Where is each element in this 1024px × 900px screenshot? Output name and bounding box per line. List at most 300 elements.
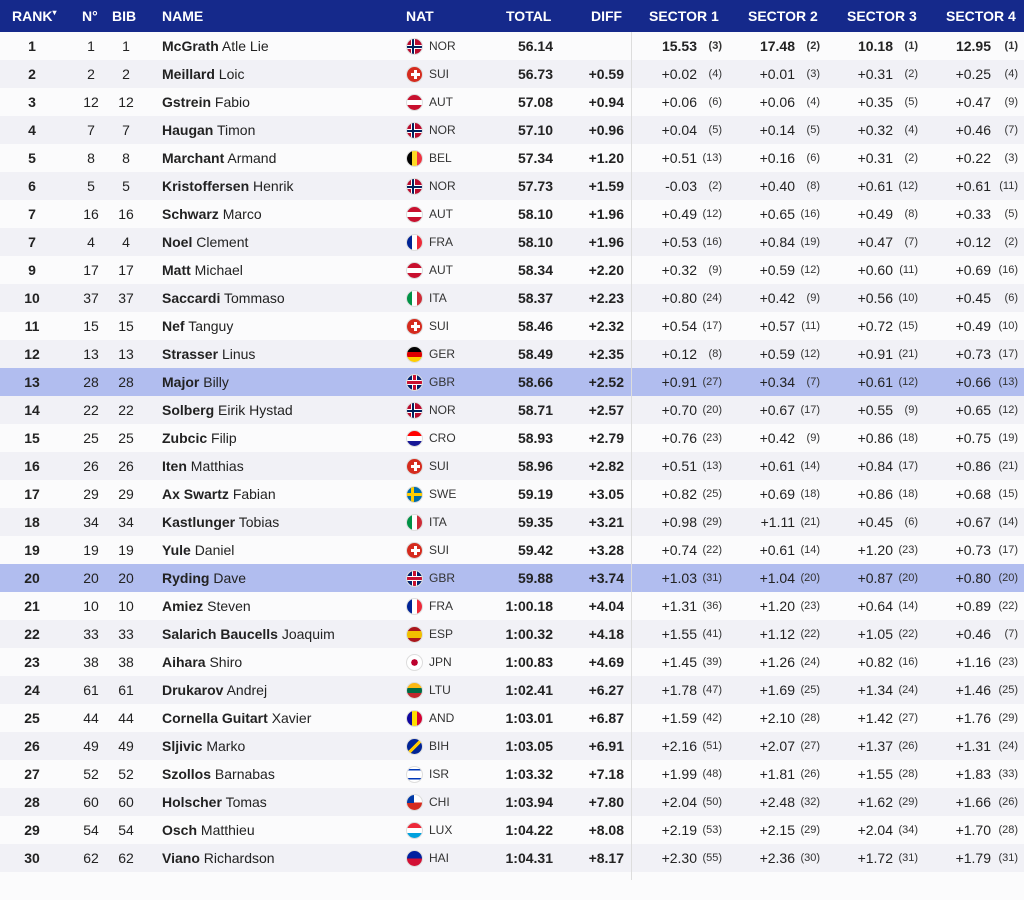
- sector3-rank: (15): [898, 320, 918, 332]
- bib: 8: [122, 150, 130, 166]
- col-sector3-header[interactable]: SECTOR 3: [847, 8, 917, 24]
- sector1-rank: (29): [702, 516, 722, 528]
- athlete-last-name: Gstrein: [162, 94, 212, 110]
- sector4-rank: (24): [998, 740, 1018, 752]
- sector1-rank: (20): [702, 404, 722, 416]
- rank: 19: [24, 542, 40, 558]
- sector4-rank: (21): [998, 460, 1018, 472]
- athlete-name[interactable]: [162, 32, 269, 60]
- sector2-time: +1.26: [759, 654, 795, 670]
- sector3-rank: (26): [898, 740, 918, 752]
- table-row[interactable]: [0, 676, 1024, 704]
- nation-code: AUT: [429, 95, 453, 109]
- sector2-time: +0.34: [759, 374, 795, 390]
- table-row[interactable]: [0, 116, 1024, 144]
- sector4-time: +0.75: [955, 430, 991, 446]
- sector3-rank: (20): [898, 572, 918, 584]
- sector2-time: +0.16: [759, 150, 795, 166]
- sector2-time: +2.36: [759, 850, 795, 866]
- sector4-time: +0.12: [955, 234, 991, 250]
- table-row[interactable]: [0, 32, 1024, 60]
- diff-time: +2.82: [588, 458, 624, 474]
- sector1-rank: (23): [702, 432, 722, 444]
- sector1-time: -0.03: [665, 178, 697, 194]
- athlete-last-name: Amiez: [162, 598, 204, 614]
- athlete-first-name: Linus: [221, 346, 256, 362]
- sector4-rank: (23): [998, 656, 1018, 668]
- sector4-rank: (17): [998, 544, 1018, 556]
- bib: 5: [122, 178, 130, 194]
- bib: 12: [118, 94, 134, 110]
- sector1-time: +0.04: [661, 122, 697, 138]
- sector4-rank: (6): [1004, 292, 1018, 304]
- sector4-rank: (20): [998, 572, 1018, 584]
- nation-code: LUX: [429, 823, 453, 837]
- sector3-time: +1.72: [857, 850, 893, 866]
- col-no-header[interactable]: N°: [82, 8, 98, 24]
- col-sector4-header[interactable]: SECTOR 4: [946, 8, 1016, 24]
- sector3-rank: (34): [898, 824, 918, 836]
- start-number: 19: [83, 542, 99, 558]
- table-row[interactable]: [0, 172, 1024, 200]
- nation-code: AUT: [429, 263, 453, 277]
- athlete-name[interactable]: [162, 312, 233, 340]
- start-number: 20: [83, 570, 99, 586]
- sector2-time: +0.61: [759, 458, 795, 474]
- nation-code: CHI: [429, 795, 450, 809]
- sector3-time: +1.55: [857, 766, 893, 782]
- total-time: 58.10: [517, 234, 553, 250]
- table-row[interactable]: [0, 844, 1024, 872]
- flag-nor-icon: [406, 178, 423, 195]
- nation-code: HAI: [429, 851, 450, 865]
- sector3-time: +0.56: [857, 290, 893, 306]
- athlete-name[interactable]: [162, 536, 234, 564]
- athlete-last-name: Ryding: [162, 570, 210, 586]
- sector4-rank: (31): [998, 852, 1018, 864]
- sector1-time: +0.53: [661, 234, 697, 250]
- sector4-time: +0.61: [955, 178, 991, 194]
- total-time: 1:03.05: [505, 738, 553, 754]
- table-row[interactable]: [0, 200, 1024, 228]
- athlete-name[interactable]: [162, 452, 244, 480]
- sector1-rank: (16): [702, 236, 722, 248]
- sector2-rank: (8): [806, 180, 820, 192]
- diff-time: +6.27: [588, 682, 624, 698]
- bib: 4: [122, 234, 130, 250]
- sector1-rank: (24): [702, 292, 722, 304]
- sector1-rank: (12): [702, 208, 722, 220]
- sector2-rank: (14): [800, 460, 820, 472]
- sector3-time: +0.82: [857, 654, 893, 670]
- flag-bel-icon: [406, 150, 423, 167]
- bib: 7: [122, 122, 130, 138]
- table-row[interactable]: [0, 564, 1024, 592]
- start-number: 26: [83, 458, 99, 474]
- sector2-rank: (5): [806, 124, 820, 136]
- diff-time: +1.59: [588, 178, 624, 194]
- sector4-rank: (17): [998, 348, 1018, 360]
- col-total-header[interactable]: TOTAL: [506, 8, 552, 24]
- sector2-time: +0.69: [759, 486, 795, 502]
- total-time: 56.14: [517, 38, 553, 54]
- total-time: 59.35: [517, 514, 553, 530]
- bib: 26: [118, 458, 134, 474]
- athlete-last-name: Cornella Guitart: [162, 710, 268, 726]
- bib: 19: [118, 542, 134, 558]
- athlete-name[interactable]: [162, 60, 244, 88]
- nation-code: GBR: [429, 375, 456, 389]
- nation-code: SWE: [429, 487, 457, 501]
- sector3-rank: (23): [898, 544, 918, 556]
- athlete-first-name: Barnabas: [214, 766, 275, 782]
- total-time: 57.10: [517, 122, 553, 138]
- sector4-time: +0.25: [955, 66, 991, 82]
- athlete-name[interactable]: [162, 480, 276, 508]
- sector1-time: +0.76: [661, 430, 697, 446]
- rank: 25: [24, 710, 40, 726]
- bib: 17: [118, 262, 134, 278]
- sector4-rank: (1): [1004, 40, 1018, 52]
- sector4-time: +0.68: [955, 486, 991, 502]
- col-sector1-header[interactable]: SECTOR 1: [649, 8, 719, 24]
- sector4-time: +0.45: [955, 290, 991, 306]
- sector3-rank: (4): [904, 124, 918, 136]
- sector2-time: +2.07: [759, 738, 795, 754]
- sector2-rank: (19): [800, 236, 820, 248]
- nation-code: CRO: [429, 431, 456, 445]
- sector2-rank: (9): [806, 292, 820, 304]
- sector3-time: +0.55: [857, 402, 893, 418]
- athlete-first-name: Armand: [227, 150, 277, 166]
- sector1-time: +1.59: [661, 710, 697, 726]
- sector3-rank: (31): [898, 852, 918, 864]
- athlete-name[interactable]: [162, 508, 279, 536]
- sector4-time: 12.95: [955, 38, 991, 54]
- flag-and-icon: [406, 710, 423, 727]
- table-row[interactable]: [0, 144, 1024, 172]
- flag-esp-icon: [406, 626, 423, 643]
- flag-nor-icon: [406, 38, 423, 55]
- table-row[interactable]: [0, 508, 1024, 536]
- sector3-time: +1.34: [857, 682, 893, 698]
- start-number: 44: [83, 710, 99, 726]
- athlete-name[interactable]: [162, 424, 237, 452]
- athlete-name[interactable]: [162, 732, 245, 760]
- athlete-name[interactable]: [162, 564, 246, 592]
- table-row[interactable]: [0, 396, 1024, 424]
- athlete-name[interactable]: [162, 116, 255, 144]
- athlete-name[interactable]: [162, 200, 262, 228]
- sector3-time: +1.37: [857, 738, 893, 754]
- athlete-name[interactable]: [162, 648, 242, 676]
- athlete-last-name: Iten: [162, 458, 187, 474]
- flag-sui-icon: [406, 318, 423, 335]
- total-time: 1:02.41: [505, 682, 553, 698]
- sector2-rank: (6): [806, 152, 820, 164]
- sector4-time: +0.67: [955, 514, 991, 530]
- sector3-rank: (14): [898, 600, 918, 612]
- athlete-name[interactable]: [162, 228, 248, 256]
- table-row[interactable]: [0, 760, 1024, 788]
- start-number: 2: [87, 66, 95, 82]
- table-row[interactable]: [0, 620, 1024, 648]
- sector1-time: +1.78: [661, 682, 697, 698]
- athlete-name[interactable]: [162, 816, 255, 844]
- sector2-time: +2.10: [759, 710, 795, 726]
- sector2-rank: (2): [806, 40, 820, 52]
- sector4-time: +0.65: [955, 402, 991, 418]
- diff-time: +2.35: [588, 346, 624, 362]
- table-row[interactable]: [0, 284, 1024, 312]
- sector2-time: 17.48: [759, 38, 795, 54]
- table-row[interactable]: [0, 424, 1024, 452]
- sector1-rank: (55): [702, 852, 722, 864]
- diff-time: +4.69: [588, 654, 624, 670]
- sector3-time: +0.87: [857, 570, 893, 586]
- bib: 33: [118, 626, 134, 642]
- sector2-rank: (7): [806, 376, 820, 388]
- nation-code: FRA: [429, 235, 453, 249]
- start-number: 62: [83, 850, 99, 866]
- athlete-last-name: Saccardi: [162, 290, 221, 306]
- athlete-last-name: Haugan: [162, 122, 214, 138]
- diff-time: +3.74: [588, 570, 624, 586]
- nation-code: ITA: [429, 515, 447, 529]
- sector2-time: +1.12: [759, 626, 795, 642]
- sector1-rank: (13): [702, 152, 722, 164]
- sector4-time: +1.31: [955, 738, 991, 754]
- sector1-rank: (47): [702, 684, 722, 696]
- athlete-last-name: Kastlunger: [162, 514, 236, 530]
- athlete-first-name: Atle Lie: [221, 38, 269, 54]
- bib: 44: [118, 710, 134, 726]
- table-row[interactable]: [0, 60, 1024, 88]
- table-row[interactable]: [0, 480, 1024, 508]
- sector3-time: +0.31: [857, 66, 893, 82]
- sector2-time: +2.15: [759, 822, 795, 838]
- sector1-time: +0.98: [661, 514, 697, 530]
- col-bib-header[interactable]: BIB: [112, 8, 137, 24]
- diff-time: +3.05: [588, 486, 624, 502]
- col-rank-header[interactable]: RANK▾: [12, 8, 57, 24]
- athlete-name[interactable]: [162, 172, 294, 200]
- bib: 16: [118, 206, 134, 222]
- sector1-time: +2.19: [661, 822, 697, 838]
- col-nat-header[interactable]: NAT: [406, 8, 434, 24]
- bib: 15: [118, 318, 134, 334]
- sector4-time: +0.33: [955, 206, 991, 222]
- sector4-rank: (3): [1004, 152, 1018, 164]
- sector2-time: +0.84: [759, 234, 795, 250]
- athlete-name[interactable]: [162, 396, 293, 424]
- athlete-name[interactable]: [162, 676, 267, 704]
- table-row[interactable]: [0, 452, 1024, 480]
- table-row[interactable]: [0, 312, 1024, 340]
- flag-ita-icon: [406, 514, 423, 531]
- start-number: 13: [83, 346, 99, 362]
- sector2-rank: (21): [800, 516, 820, 528]
- sector2-rank: (27): [800, 740, 820, 752]
- table-row[interactable]: [0, 704, 1024, 732]
- table-row[interactable]: [0, 228, 1024, 256]
- nation-code: LTU: [429, 683, 451, 697]
- flag-nor-icon: [406, 402, 423, 419]
- athlete-name[interactable]: [162, 788, 267, 816]
- sector2-time: +0.67: [759, 402, 795, 418]
- diff-time: +0.59: [588, 66, 624, 82]
- rank: 18: [24, 514, 40, 530]
- flag-fra-icon: [406, 598, 423, 615]
- sector1-time: +1.99: [661, 766, 697, 782]
- athlete-first-name: Marko: [206, 738, 246, 754]
- athlete-first-name: Filip: [211, 430, 237, 446]
- athlete-first-name: Timon: [216, 122, 256, 138]
- athlete-last-name: Osch: [162, 822, 198, 838]
- rank: 12: [24, 346, 40, 362]
- flag-nor-icon: [406, 122, 423, 139]
- sector2-time: +0.59: [759, 346, 795, 362]
- sector4-time: +1.46: [955, 682, 991, 698]
- sector1-rank: (6): [708, 96, 722, 108]
- bib: 20: [118, 570, 134, 586]
- start-number: 34: [83, 514, 99, 530]
- start-number: 38: [83, 654, 99, 670]
- diff-time: +6.91: [588, 738, 624, 754]
- sector3-time: +0.86: [857, 430, 893, 446]
- table-row[interactable]: [0, 648, 1024, 676]
- flag-chi-icon: [406, 794, 423, 811]
- diff-time: +0.94: [588, 94, 624, 110]
- diff-time: +8.08: [588, 822, 624, 838]
- athlete-first-name: Xavier: [271, 710, 312, 726]
- sector3-rank: (2): [904, 152, 918, 164]
- bib: 2: [122, 66, 130, 82]
- total-time: 57.34: [517, 150, 553, 166]
- athlete-name[interactable]: [162, 704, 311, 732]
- rank: 21: [24, 598, 40, 614]
- diff-time: +3.28: [588, 542, 624, 558]
- table-row[interactable]: [0, 788, 1024, 816]
- sector1-time: +0.51: [661, 150, 697, 166]
- start-number: 28: [83, 374, 99, 390]
- col-name-header[interactable]: NAME: [162, 8, 204, 24]
- athlete-name[interactable]: [162, 592, 251, 620]
- total-time: 1:04.31: [505, 850, 553, 866]
- sector1-rank: (25): [702, 488, 722, 500]
- diff-time: +1.96: [588, 206, 624, 222]
- table-row[interactable]: [0, 368, 1024, 396]
- sector2-rank: (29): [800, 824, 820, 836]
- sector2-time: +0.01: [759, 66, 795, 82]
- sector3-rank: (12): [898, 180, 918, 192]
- nation-code: ITA: [429, 291, 447, 305]
- total-time: 56.73: [517, 66, 553, 82]
- table-row[interactable]: [0, 816, 1024, 844]
- sector2-rank: (3): [806, 68, 820, 80]
- rank: 9: [28, 262, 36, 278]
- sector4-rank: (26): [998, 796, 1018, 808]
- total-time: 1:00.83: [505, 654, 553, 670]
- athlete-name[interactable]: [162, 144, 276, 172]
- bib: 60: [118, 794, 134, 810]
- sector1-time: +1.55: [661, 626, 697, 642]
- sector1-time: +1.31: [661, 598, 697, 614]
- table-row[interactable]: [0, 256, 1024, 284]
- col-sector2-header[interactable]: SECTOR 2: [748, 8, 818, 24]
- athlete-first-name: Billy: [203, 374, 229, 390]
- diff-time: +8.17: [588, 850, 624, 866]
- sector1-time: +1.03: [661, 570, 697, 586]
- sector2-time: +1.81: [759, 766, 795, 782]
- rank: 24: [24, 682, 40, 698]
- sector2-rank: (32): [800, 796, 820, 808]
- sector3-rank: (11): [899, 264, 918, 276]
- diff-time: +7.80: [588, 794, 624, 810]
- rank: 20: [24, 570, 40, 586]
- sector2-rank: (20): [800, 572, 820, 584]
- sector2-rank: (18): [800, 488, 820, 500]
- table-row[interactable]: [0, 732, 1024, 760]
- sector1-time: +0.91: [661, 374, 697, 390]
- total-time: 1:00.18: [505, 598, 553, 614]
- nation-code: FRA: [429, 599, 453, 613]
- nation-code: ISR: [429, 767, 450, 781]
- athlete-name[interactable]: [162, 256, 243, 284]
- flag-jpn-icon: [406, 654, 423, 671]
- sector2-time: +0.14: [759, 122, 795, 138]
- athlete-name[interactable]: [162, 844, 275, 872]
- diff-time: +1.96: [588, 234, 624, 250]
- sector4-rank: (25): [998, 684, 1018, 696]
- athlete-first-name: Tomas: [225, 794, 267, 810]
- athlete-first-name: Andrej: [226, 682, 268, 698]
- athlete-name[interactable]: [162, 340, 255, 368]
- sector4-time: +1.76: [955, 710, 991, 726]
- sector3-rank: (22): [898, 628, 918, 640]
- sector1-rank: (4): [708, 68, 722, 80]
- athlete-name[interactable]: [162, 88, 250, 116]
- athlete-name[interactable]: [162, 284, 285, 312]
- diff-time: +2.79: [588, 430, 624, 446]
- table-row[interactable]: [0, 536, 1024, 564]
- table-row[interactable]: [0, 88, 1024, 116]
- rank: 26: [24, 738, 40, 754]
- athlete-name[interactable]: [162, 368, 229, 396]
- sector4-rank: (12): [998, 404, 1018, 416]
- sector4-rank: (19): [998, 432, 1018, 444]
- table-row[interactable]: [0, 340, 1024, 368]
- table-row[interactable]: [0, 592, 1024, 620]
- sector1-time: +0.49: [661, 206, 697, 222]
- col-diff-header[interactable]: DIFF: [591, 8, 623, 24]
- flag-ger-icon: [406, 346, 423, 363]
- athlete-name[interactable]: [162, 760, 275, 788]
- rank: 4: [28, 122, 36, 138]
- sector4-time: +1.16: [955, 654, 991, 670]
- sector3-time: +0.61: [857, 178, 893, 194]
- total-time: 59.19: [517, 486, 553, 502]
- athlete-last-name: Strasser: [162, 346, 219, 362]
- start-number: 1: [87, 38, 95, 54]
- flag-ita-icon: [406, 290, 423, 307]
- sector1-rank: (41): [702, 628, 722, 640]
- sector3-time: +0.49: [857, 206, 893, 222]
- athlete-name[interactable]: [162, 620, 335, 648]
- sector2-rank: (11): [801, 320, 820, 332]
- sector1-time: +0.51: [661, 458, 697, 474]
- sector1-rank: (27): [702, 376, 722, 388]
